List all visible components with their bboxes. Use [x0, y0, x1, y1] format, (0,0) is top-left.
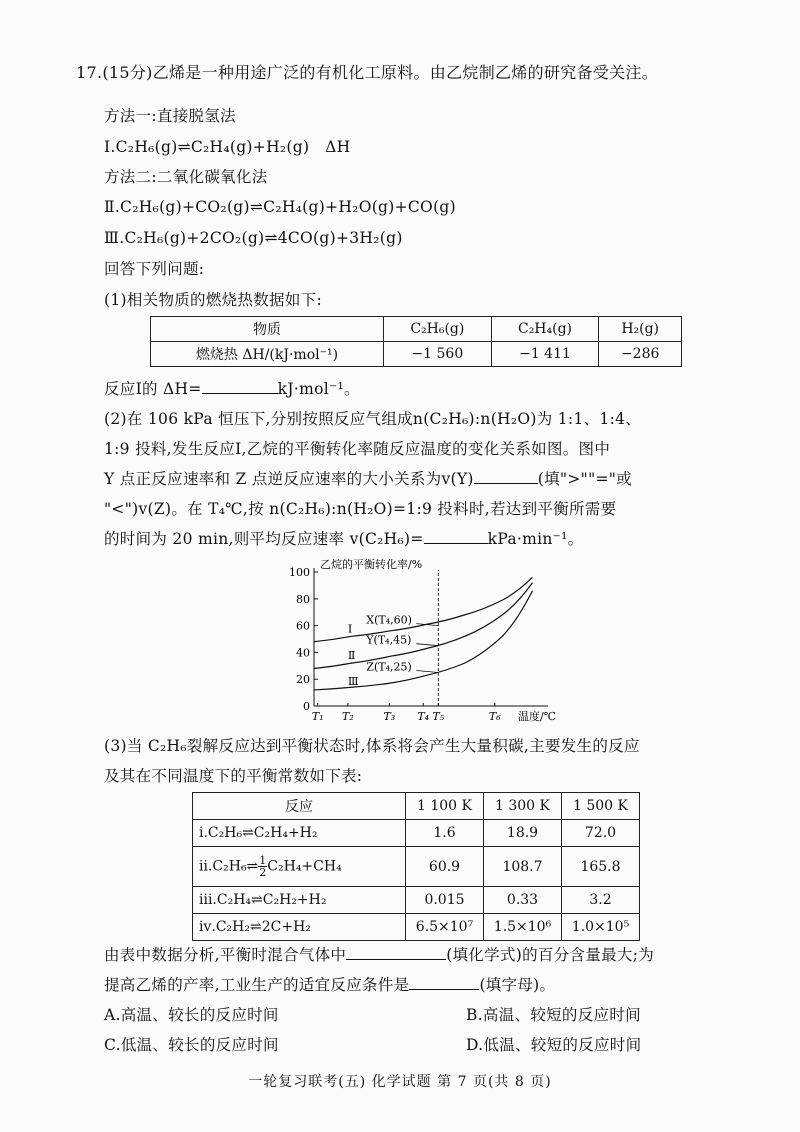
table-header-cell: 1 100 K	[406, 793, 484, 820]
part3-line2: 及其在不同温度下的平衡常数如下表:	[104, 767, 363, 785]
question-header: 17.(15分)乙烯是一种用途广泛的有机化工原料。由乙烷制乙烯的研究备受关注。	[76, 63, 658, 82]
point-label: Y(T₄,45)	[366, 633, 412, 647]
part1-question-text: 反应Ⅰ的 ΔH=	[104, 380, 202, 398]
answer-blank[interactable]	[424, 528, 488, 544]
y-tick-label: 40	[296, 646, 310, 660]
option-b[interactable]: B.高温、较短的反应时间	[466, 1006, 641, 1024]
part2-line5	[104, 528, 583, 550]
point-label: X(T₄,60)	[366, 613, 412, 627]
table-cell: 18.9	[484, 820, 562, 847]
option-a[interactable]: A.高温、较长的反应时间	[104, 1006, 279, 1024]
part2-line5-text: 的时间为 20 min,则平均反应速率 v(C₂H₆)=	[104, 530, 424, 548]
y-tick-label: 100	[289, 566, 310, 579]
part3-question2	[104, 974, 555, 996]
reaction-1: Ⅰ.C₂H₆(g)⇌C₂H₄(g)+H₂(g) ΔH	[104, 138, 351, 156]
option-c[interactable]: C.低温、较长的反应时间	[104, 1036, 279, 1054]
y-axis-label: 乙烷的平衡转化率/%	[320, 558, 423, 571]
series-label: Ⅰ	[347, 622, 353, 636]
table-header-cell: C₂H₆(g)	[384, 317, 492, 342]
fraction-numerator: 1	[259, 854, 267, 867]
reaction-cell: ⅰ.C₂H₆⇌C₂H₄+H₂	[193, 820, 406, 847]
fraction-denominator: 2	[259, 866, 267, 879]
answer-blank[interactable]	[346, 944, 446, 960]
answer-blank[interactable]	[409, 974, 479, 990]
table-header-cell: H₂(g)	[599, 317, 682, 342]
x-tick-label: T₃	[383, 710, 396, 723]
table-header-cell: 1 300 K	[484, 793, 562, 820]
answer-blank[interactable]	[202, 378, 278, 394]
table-cell: 72.0	[562, 820, 640, 847]
answer-prompt: 回答下列问题:	[104, 260, 205, 278]
series-line-3	[314, 591, 532, 690]
table-header-cell: C₂H₄(g)	[491, 317, 599, 342]
table-header-row	[193, 793, 640, 820]
table-header-cell: 反应	[193, 793, 406, 820]
reaction-3: Ⅲ.C₂H₆(g)+2CO₂(g)⇌4CO(g)+3H₂(g)	[104, 229, 403, 247]
table-header-cell: 物质	[151, 317, 384, 342]
table-header-row	[151, 317, 682, 342]
table-row-label: 燃烧热 ΔH/(kJ·mol⁻¹)	[151, 342, 384, 367]
part1-intro: (1)相关物质的燃烧热数据如下:	[104, 291, 322, 309]
table-cell: 108.7	[484, 847, 562, 887]
series-label: Ⅲ	[347, 675, 359, 689]
part1-question-unit: kJ·mol⁻¹。	[277, 380, 360, 398]
fraction	[258, 855, 267, 878]
reaction-2: Ⅱ.C₂H₆(g)+CO₂(g)⇌C₂H₄(g)+H₂O(g)+CO(g)	[104, 198, 456, 216]
series-label: Ⅱ	[347, 649, 356, 663]
table-cell: 3.2	[562, 887, 640, 914]
table-cell: 0.33	[484, 887, 562, 914]
y-tick-label: 0	[303, 700, 310, 713]
y-tick-label: 80	[296, 592, 310, 606]
y-tick-label: 20	[296, 673, 310, 687]
reaction-text: ⅱ.C₂H₆⇌	[199, 858, 259, 875]
reaction-cell	[193, 847, 406, 887]
method2-label: 方法二:二氧化碳氧化法	[104, 168, 268, 186]
equilibrium-constant-table	[192, 792, 640, 941]
table-cell: 60.9	[406, 847, 484, 887]
reaction-text: C₂H₄+CH₄	[267, 858, 342, 875]
part2-line2: 1:9 投料,发生反应Ⅰ,乙烷的平衡转化率随反应温度的变化关系如图。图中	[104, 440, 611, 458]
table-cell: 0.015	[406, 887, 484, 914]
part3-line1: (3)当 C₂H₆裂解反应达到平衡状态时,体系将会产生大量积碳,主要发生的反应	[104, 737, 640, 755]
part3-q1-text: 由表中数据分析,平衡时混合气体中	[104, 946, 347, 964]
part3-question1	[104, 944, 654, 966]
table-header-cell: 1 500 K	[562, 793, 640, 820]
table-cell: 165.8	[562, 847, 640, 887]
x-axis-label: 温度/℃	[517, 710, 556, 723]
conversion-chart	[270, 558, 570, 728]
part2-line5-unit: kPa·min⁻¹。	[487, 530, 584, 548]
x-tick-label: T₄	[417, 710, 430, 723]
table-cell: 1.5×10⁶	[484, 914, 562, 941]
option-d[interactable]: D.低温、较短的反应时间	[466, 1036, 642, 1054]
table-cell: −1 560	[384, 342, 492, 367]
table-row	[193, 820, 640, 847]
x-tick-label: T₅	[432, 710, 445, 723]
combustion-heat-table	[150, 316, 682, 367]
answer-blank[interactable]	[474, 468, 538, 484]
reaction-cell: ⅲ.C₂H₄⇌C₂H₂+H₂	[193, 887, 406, 914]
table-row	[151, 342, 682, 367]
part3-q2-hint: (填字母)。	[479, 976, 556, 994]
x-tick-label: T₁	[311, 710, 324, 723]
y-tick-label: 60	[296, 619, 310, 633]
table-cell: 6.5×10⁷	[406, 914, 484, 941]
point-leader	[416, 644, 438, 646]
point-label: Z(T₄,25)	[366, 660, 412, 674]
part2-line4: "<")v(Z)。在 T₄℃,按 n(C₂H₆):n(H₂O)=1:9 投料时,若达到平衡所需要	[104, 500, 617, 518]
point-leader	[416, 671, 438, 673]
part2-line1: (2)在 106 kPa 恒压下,分别按照反应气组成n(C₂H₆):n(H₂O)为 1:1、1:4、	[104, 410, 642, 428]
method1-label: 方法一:直接脱氢法	[104, 107, 236, 125]
table-cell: −1 411	[491, 342, 599, 367]
table-cell: −286	[599, 342, 682, 367]
table-row	[193, 914, 640, 941]
table-cell: 1.6	[406, 820, 484, 847]
part2-line3	[104, 468, 632, 490]
part2-line3-text: Y 点正反应速率和 Z 点逆反应速率的大小关系为v(Y)	[104, 470, 474, 488]
part1-question	[104, 378, 360, 400]
part3-q2-text: 提高乙烯的产率,工业生产的适宜反应条件是	[104, 976, 410, 994]
page-footer: 一轮复习联考(五) 化学试题 第 7 页(共 8 页)	[248, 1074, 552, 1090]
table-cell: 1.0×10⁵	[562, 914, 640, 941]
part2-line3-hint: (填">""="或	[537, 470, 633, 488]
table-row	[193, 847, 640, 887]
part3-q1-hint: (填化学式)的百分含量最大;为	[446, 946, 655, 964]
series-line-1	[314, 577, 532, 641]
x-tick-label: T₂	[342, 710, 354, 723]
reaction-cell: ⅳ.C₂H₂⇌2C+H₂	[193, 914, 406, 941]
table-row	[193, 887, 640, 914]
x-tick-label: T₆	[488, 710, 501, 723]
